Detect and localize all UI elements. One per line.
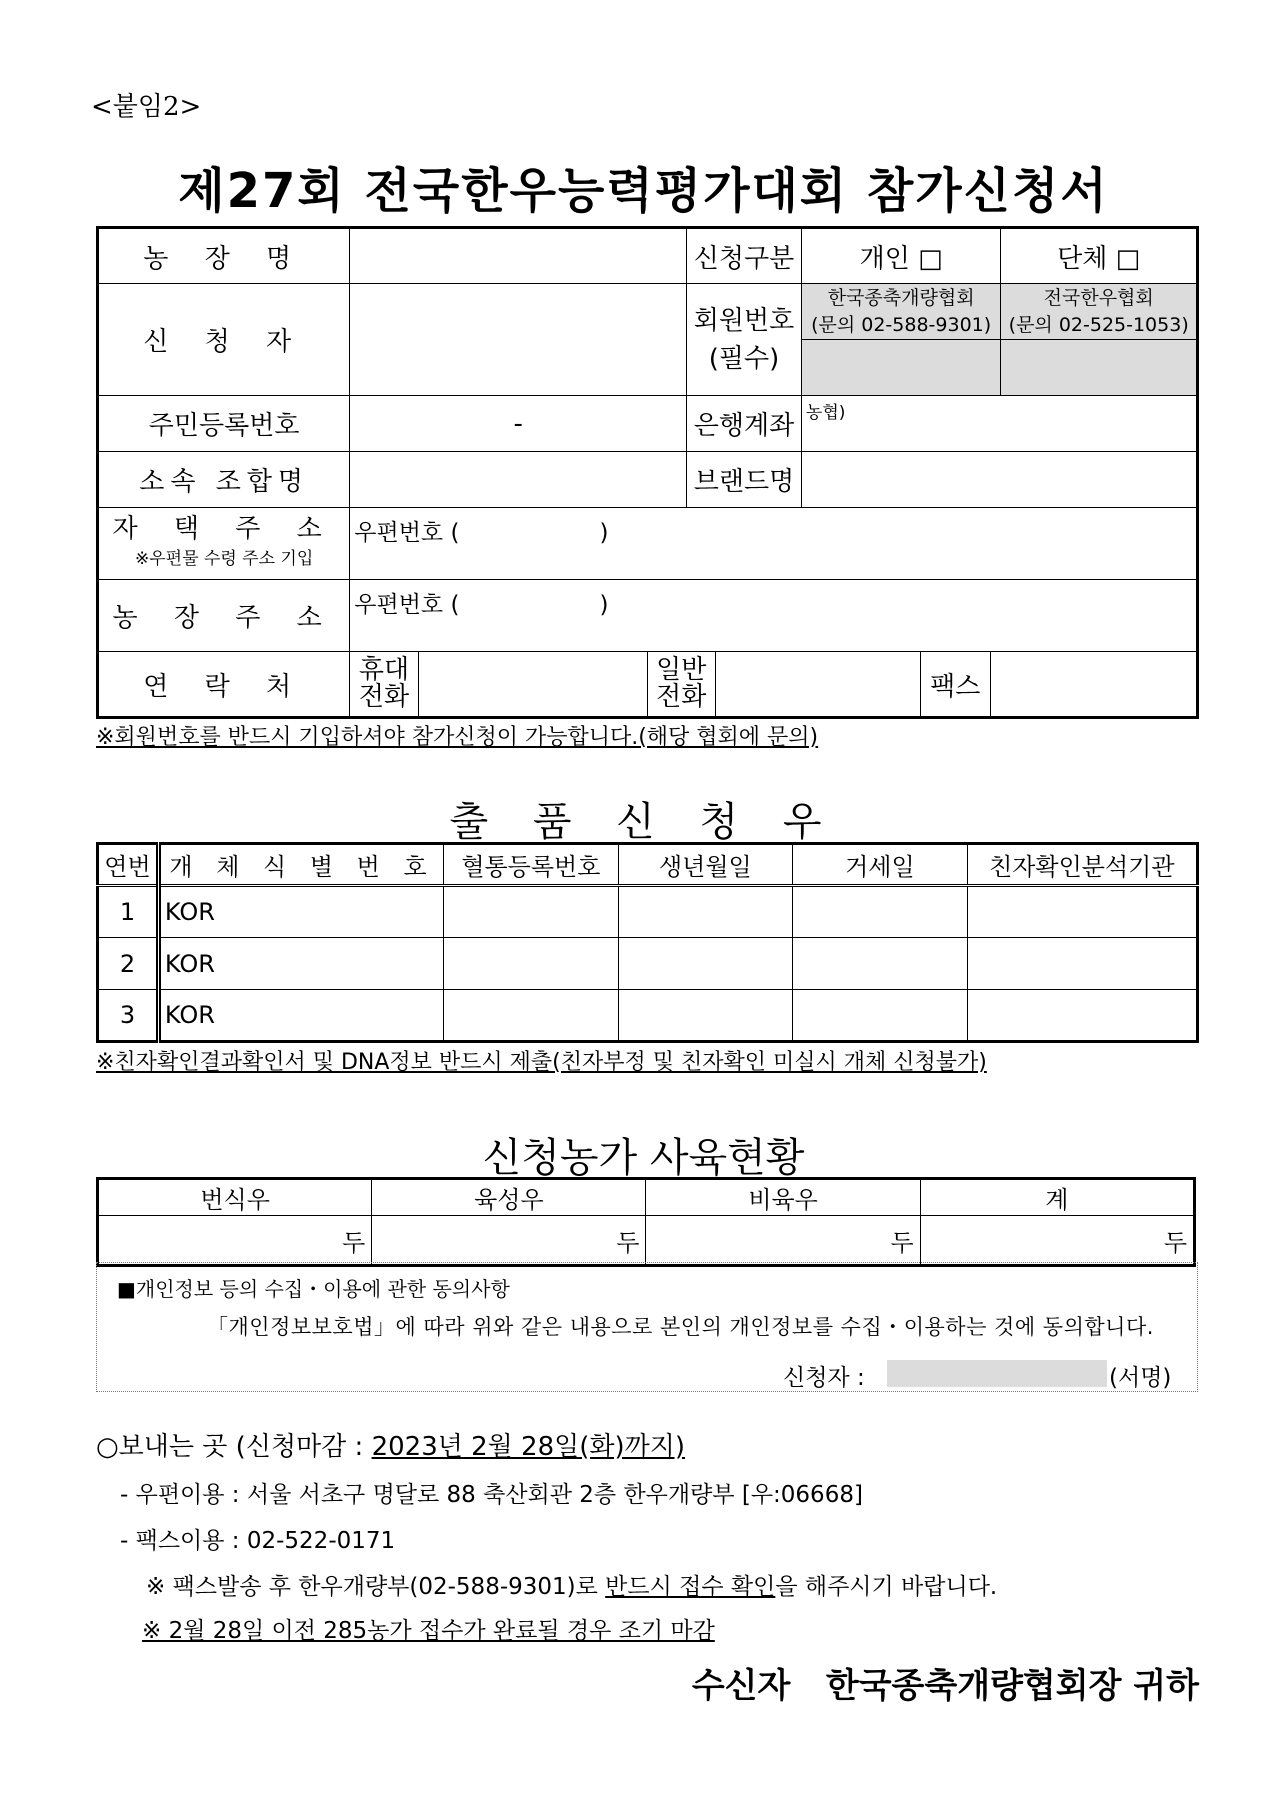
- farm-postcode-label: 우편번호 (: [354, 592, 460, 618]
- form-title: 제27회 전국한우능력평가대회 참가신청서: [178, 163, 1109, 219]
- row-birth[interactable]: [618, 886, 793, 938]
- assoc2-header: [1001, 284, 1198, 340]
- phone-label-2: 전화: [656, 682, 707, 712]
- row-pedigree[interactable]: [444, 990, 619, 1042]
- table-row: [98, 938, 1198, 990]
- herd-header-fattening: 비육우: [646, 1179, 920, 1216]
- assoc1-header: [801, 284, 1001, 340]
- signature-field[interactable]: [887, 1360, 1107, 1387]
- send-deadline: 2023년 2월 28일(화)까지): [371, 1432, 686, 1462]
- attachment-label: <붙임2>: [91, 92, 202, 122]
- member-no-label: [687, 284, 802, 396]
- herd-total-field[interactable]: 두: [920, 1216, 1194, 1266]
- home-address-note: ※우편물 수령 주소 기입: [135, 548, 314, 569]
- row-birth[interactable]: [618, 990, 793, 1042]
- row-id[interactable]: KOR: [158, 990, 443, 1042]
- assoc2-contact: (문의 02-525-1053): [1008, 313, 1189, 336]
- assoc1-name: 한국종축개량협회: [827, 286, 975, 309]
- col-header-pedigree: 혈통등록번호: [444, 844, 619, 886]
- applicant-label: 신 청 자: [98, 284, 350, 396]
- farm-postcode-close: ): [599, 592, 609, 618]
- bank-label: 은행계좌: [687, 396, 802, 452]
- row-no: 2: [98, 938, 159, 990]
- send-fax: - 팩스이용 : 02-522-0171: [120, 1528, 396, 1554]
- member-no-required: (필수): [708, 343, 780, 374]
- bank-field[interactable]: 농협): [801, 396, 1197, 452]
- assoc2-name: 전국한우협회: [1043, 286, 1154, 309]
- contact-row: [350, 652, 1198, 718]
- entry-table: [96, 842, 1199, 1043]
- applicant-table: [96, 226, 1199, 719]
- consent-box: [96, 1262, 1198, 1392]
- herd-header-breeding: 번식우: [98, 1179, 372, 1216]
- row-lab[interactable]: [967, 938, 1197, 990]
- row-no: 1: [98, 886, 159, 938]
- row-castration[interactable]: [793, 990, 968, 1042]
- coop-field[interactable]: [350, 452, 687, 508]
- farm-name-field[interactable]: [350, 228, 687, 284]
- row-id[interactable]: KOR: [158, 886, 443, 938]
- row-id[interactable]: KOR: [158, 938, 443, 990]
- applicant-field[interactable]: [350, 284, 687, 396]
- herd-breeding-field[interactable]: 두: [98, 1216, 372, 1266]
- sign-mark: (서명): [1109, 1365, 1172, 1391]
- entry-title: 출 품 신 청 우: [449, 799, 838, 845]
- row-birth[interactable]: [618, 938, 793, 990]
- herd-growing-field[interactable]: 두: [372, 1216, 646, 1266]
- herd-fattening-field[interactable]: 두: [646, 1216, 920, 1266]
- member-no-label-text: 회원번호: [693, 305, 795, 336]
- phone-field[interactable]: [715, 652, 920, 716]
- mobile-field[interactable]: [418, 652, 647, 716]
- row-castration[interactable]: [793, 938, 968, 990]
- row-no: 3: [98, 990, 159, 1042]
- herd-header-growing: 육성우: [372, 1179, 646, 1216]
- col-header-id: 개 체 식 별 번 호: [158, 844, 443, 886]
- mobile-label-1: 휴대: [358, 655, 410, 685]
- send-prefix: ○보내는 곳 (신청마감 :: [96, 1432, 372, 1462]
- home-address-label-text: 자 택 주 소: [112, 513, 336, 544]
- apply-type-label: 신청구분: [687, 228, 802, 284]
- home-address-label: [98, 508, 350, 580]
- herd-header-total: 계: [920, 1179, 1194, 1216]
- fax-field[interactable]: [990, 652, 1196, 716]
- home-postcode-close: ): [599, 520, 609, 546]
- mobile-label: [350, 652, 418, 716]
- send-mail: - 우편이용 : 서울 서초구 명달로 88 축산회관 2층 한우개량부 [우:06668]: [120, 1482, 863, 1508]
- fax-note-c: 을 해주시기 바랍니다.: [775, 1574, 998, 1600]
- farm-name-label: 농 장 명: [98, 228, 350, 284]
- row-lab[interactable]: [967, 886, 1197, 938]
- send-heading: [96, 1426, 685, 1463]
- resident-no-field[interactable]: -: [350, 396, 687, 452]
- signer-label: 신청자 :: [783, 1365, 865, 1391]
- coop-label: 소속 조합명: [98, 452, 350, 508]
- row-pedigree[interactable]: [444, 886, 619, 938]
- herd-title: 신청농가 사육현황: [482, 1135, 805, 1181]
- consent-body: 「개인정보보호법」에 따라 위와 같은 내용으로 본인의 개인정보를 수집・이용하는 것에 동의합니다.: [207, 1315, 1154, 1339]
- herd-table: [96, 1177, 1196, 1267]
- phone-label-1: 일반: [656, 655, 707, 685]
- home-address-field[interactable]: [350, 508, 1198, 580]
- individual-checkbox[interactable]: 개인 □: [801, 228, 1001, 284]
- row-castration[interactable]: [793, 886, 968, 938]
- row-lab[interactable]: [967, 990, 1197, 1042]
- farm-address-label: 농 장 주 소: [98, 580, 350, 652]
- assoc1-member-no-field[interactable]: [801, 340, 1001, 396]
- mobile-label-2: 전화: [358, 682, 410, 712]
- brand-field[interactable]: [801, 452, 1197, 508]
- consent-title: ■개인정보 등의 수집・이용에 관한 동의사항: [117, 1277, 510, 1301]
- fax-note-a: ※ 팩스발송 후 한우개량부(02-588-9301)로: [146, 1574, 606, 1600]
- receiver: 수신자 한국종축개량협회장 귀하: [691, 1666, 1199, 1706]
- member-note: ※회원번호를 반드시 기입하셔야 참가신청이 가능합니다.(해당 협회에 문의): [96, 725, 819, 750]
- farm-address-field[interactable]: [350, 580, 1198, 652]
- entry-note: ※친자확인결과확인서 및 DNA정보 반드시 제출(친자부정 및 친자확인 미실시 개체 신청불가): [96, 1050, 987, 1075]
- col-header-no: 연번: [98, 844, 159, 886]
- col-header-castration: 거세일: [793, 844, 968, 886]
- phone-label: [647, 652, 715, 716]
- table-row: [98, 886, 1198, 938]
- group-checkbox[interactable]: 단체 □: [1001, 228, 1198, 284]
- resident-no-label: 주민등록번호: [98, 396, 350, 452]
- contact-label: 연 락 처: [98, 652, 350, 718]
- fax-note: [146, 1568, 997, 1601]
- table-row: [98, 990, 1198, 1042]
- col-header-lab: 친자확인분석기관: [967, 844, 1197, 886]
- home-postcode-label: 우편번호 (: [354, 520, 460, 546]
- brand-label: 브랜드명: [687, 452, 802, 508]
- assoc1-contact: (문의 02-588-9301): [811, 313, 992, 336]
- fax-label: 팩스: [920, 652, 990, 716]
- row-pedigree[interactable]: [444, 938, 619, 990]
- fax-note-b: 반드시 접수 확인: [605, 1574, 776, 1600]
- assoc2-member-no-field[interactable]: [1001, 340, 1198, 396]
- col-header-birth: 생년월일: [618, 844, 793, 886]
- early-close-note: ※ 2월 28일 이전 285농가 접수가 완료될 경우 조기 마감: [142, 1618, 715, 1644]
